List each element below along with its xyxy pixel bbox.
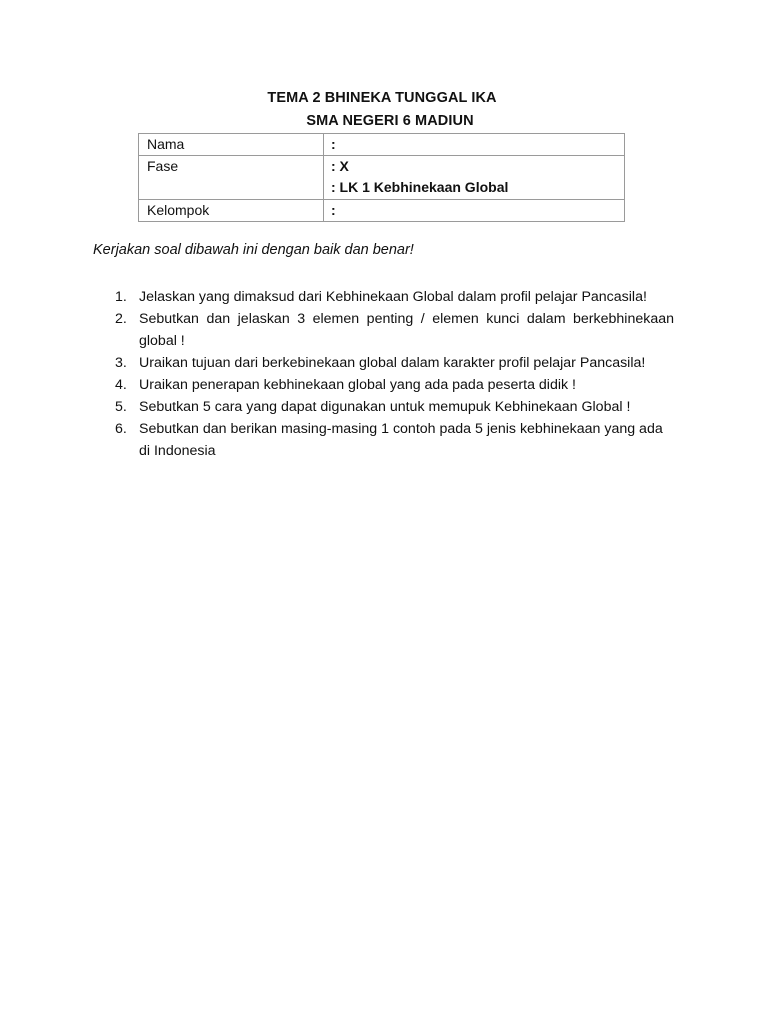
question-text: Jelaskan yang dimaksud dari Kebhinekaan Global dalam profil pelajar Pancasila! [139, 289, 647, 305]
question-text: Sebutkan 5 cara yang dapat digunakan untuk memupuk Kebhinekaan Global ! [139, 399, 631, 415]
question-number: 2. [115, 311, 127, 327]
question-item [115, 374, 674, 396]
info-value [324, 200, 625, 222]
question-number: 1. [115, 289, 127, 305]
question-number: 6. [115, 421, 127, 437]
info-value-line: : [331, 202, 336, 218]
info-value [324, 156, 625, 200]
info-value-line: : [331, 136, 336, 152]
instruction-text: Kerjakan soal dibawah ini dengan baik dan benar! [93, 242, 414, 258]
question-number: 3. [115, 355, 127, 371]
question-number: 5. [115, 399, 127, 415]
question-text: Sebutkan dan berikan masing-masing 1 contoh pada 5 jenis kebhinekaan yang ada di Indonesia [139, 421, 663, 459]
question-list [115, 286, 674, 462]
question-item [115, 396, 674, 418]
info-value-line: : LK 1 Kebhinekaan Global [331, 179, 509, 195]
school-name: SMA NEGERI 6 MADIUN [306, 113, 474, 129]
student-info-table [138, 133, 625, 222]
question-number: 4. [115, 377, 127, 393]
info-label: Nama [139, 134, 324, 156]
info-row-nama [139, 134, 625, 156]
question-item [115, 308, 674, 352]
question-text: Sebutkan dan jelaskan 3 elemen penting / elemen kunci dalam berkebhinekaan global ! [139, 311, 674, 349]
question-text: Uraikan tujuan dari berkebinekaan global dalam karakter profil pelajar Pancasila! [139, 355, 646, 371]
question-item [115, 286, 674, 308]
info-value-line: : X [331, 158, 349, 174]
question-item [115, 352, 674, 374]
document-title: TEMA 2 BHINEKA TUNGGAL IKA [267, 90, 497, 106]
info-value [324, 134, 625, 156]
info-label: Fase [139, 156, 324, 200]
info-row-fase [139, 156, 625, 200]
question-text: Uraikan penerapan kebhinekaan global yang ada pada peserta didik ! [139, 377, 576, 393]
question-item [115, 418, 674, 462]
info-row-kelompok [139, 200, 625, 222]
info-label: Kelompok [139, 200, 324, 222]
